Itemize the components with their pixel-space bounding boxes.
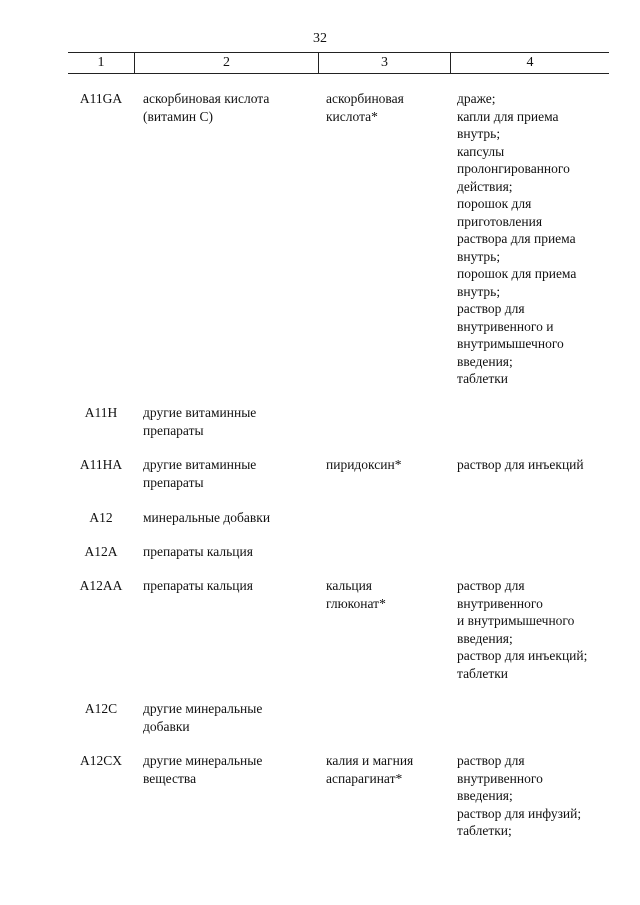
anatomical-group	[143, 700, 313, 735]
dosage-forms-line: раствор для	[457, 753, 525, 768]
atc-code: A12	[89, 510, 113, 525]
drug-name-line: пиридоксин*	[326, 457, 402, 472]
anatomical-group-line: другие витаминные	[143, 405, 257, 420]
dosage-forms-line: внутрь;	[457, 283, 501, 299]
anatomical-group-line: другие минеральные	[143, 701, 263, 716]
anatomical-group	[143, 509, 313, 527]
dosage-forms-line: внутривенного	[457, 770, 543, 786]
anatomical-group	[143, 752, 313, 787]
header-col-2: 2	[223, 55, 230, 70]
anatomical-group-line: вещества	[143, 770, 197, 786]
dosage-forms-line: капсулы	[457, 143, 505, 159]
dosage-forms-line: пролонгированного	[457, 161, 570, 176]
dosage-forms-line: раствор для	[457, 301, 525, 316]
anatomical-group	[143, 543, 313, 561]
dosage-forms-line: таблетки	[457, 665, 509, 681]
anatomical-group-line: препараты кальция	[143, 578, 253, 593]
anatomical-group-line: другие минеральные	[143, 753, 263, 768]
page-number: 32	[313, 31, 327, 46]
drug-name-line: кислота*	[326, 108, 378, 124]
drug-name	[326, 456, 451, 474]
dosage-forms	[457, 90, 617, 388]
dosage-forms	[457, 752, 617, 840]
dosage-forms-line: таблетки	[457, 371, 509, 386]
anatomical-group-line: (витамин С)	[143, 108, 214, 124]
anatomical-group-line: другие витаминные	[143, 457, 257, 472]
dosage-forms	[457, 456, 617, 474]
drug-name-line: аскорбиновая	[326, 91, 404, 106]
dosage-forms-line: внутримышечного	[457, 336, 564, 351]
dosage-forms-line: введения;	[457, 630, 513, 646]
atc-code: A12A	[84, 544, 118, 559]
header-col-3: 3	[381, 55, 388, 70]
atc-code: A11GA	[79, 91, 123, 106]
dosage-forms-line: порошок для	[457, 196, 532, 211]
atc-code: A11HA	[79, 457, 123, 472]
anatomical-group	[143, 404, 313, 439]
dosage-forms-line: действия;	[457, 178, 513, 194]
dosage-forms-line: внутрь;	[457, 248, 501, 264]
dosage-forms-line: таблетки;	[457, 823, 512, 838]
drug-name-line: глюконат*	[326, 595, 386, 611]
dosage-forms	[457, 577, 617, 682]
dosage-forms-line: введения;	[457, 353, 513, 369]
header-col-1: 1	[97, 55, 105, 70]
dosage-forms-line: внутривенного	[457, 595, 543, 611]
drug-name	[326, 90, 451, 125]
dosage-forms-line: раствора для приема	[457, 231, 576, 246]
drug-name-line: калия и магния	[326, 753, 414, 768]
anatomical-group-line: препараты кальция	[143, 544, 253, 559]
dosage-forms-line: раствор для инъекций	[457, 457, 584, 472]
drug-name	[326, 577, 451, 612]
anatomical-group-line: добавки	[143, 718, 190, 734]
header-col-4: 4	[526, 55, 534, 70]
anatomical-group-line: препараты	[143, 474, 204, 490]
drug-name	[326, 752, 451, 787]
anatomical-group	[143, 90, 313, 125]
anatomical-group-line: аскорбиновая кислота	[143, 91, 270, 106]
atc-code: A12AA	[79, 578, 123, 593]
atc-code: A12C	[84, 701, 118, 716]
dosage-forms-line: приготовления	[457, 213, 543, 229]
dosage-forms-line: введения;	[457, 788, 513, 803]
atc-code: A11H	[84, 405, 118, 420]
anatomical-group-line: минеральные добавки	[143, 510, 271, 525]
drug-name-line: кальция	[326, 578, 373, 593]
dosage-forms-line: раствор для	[457, 578, 525, 593]
drug-name-line: аспарагинат*	[326, 770, 403, 786]
dosage-forms-line: внутрь;	[457, 126, 501, 141]
dosage-forms-line: раствор для инъекций;	[457, 648, 588, 663]
anatomical-group-line: препараты	[143, 422, 204, 438]
dosage-forms-line: внутривенного и	[457, 318, 554, 334]
dosage-forms-line: раствор для инфузий;	[457, 805, 582, 821]
dosage-forms-line: драже;	[457, 91, 496, 106]
anatomical-group	[143, 456, 313, 491]
dosage-forms-line: капли для приема	[457, 108, 559, 124]
table-header	[68, 52, 609, 74]
dosage-forms-line: порошок для приема	[457, 266, 577, 281]
dosage-forms-line: и внутримышечного	[457, 613, 575, 628]
anatomical-group	[143, 577, 313, 595]
atc-code: A12CX	[79, 753, 122, 768]
